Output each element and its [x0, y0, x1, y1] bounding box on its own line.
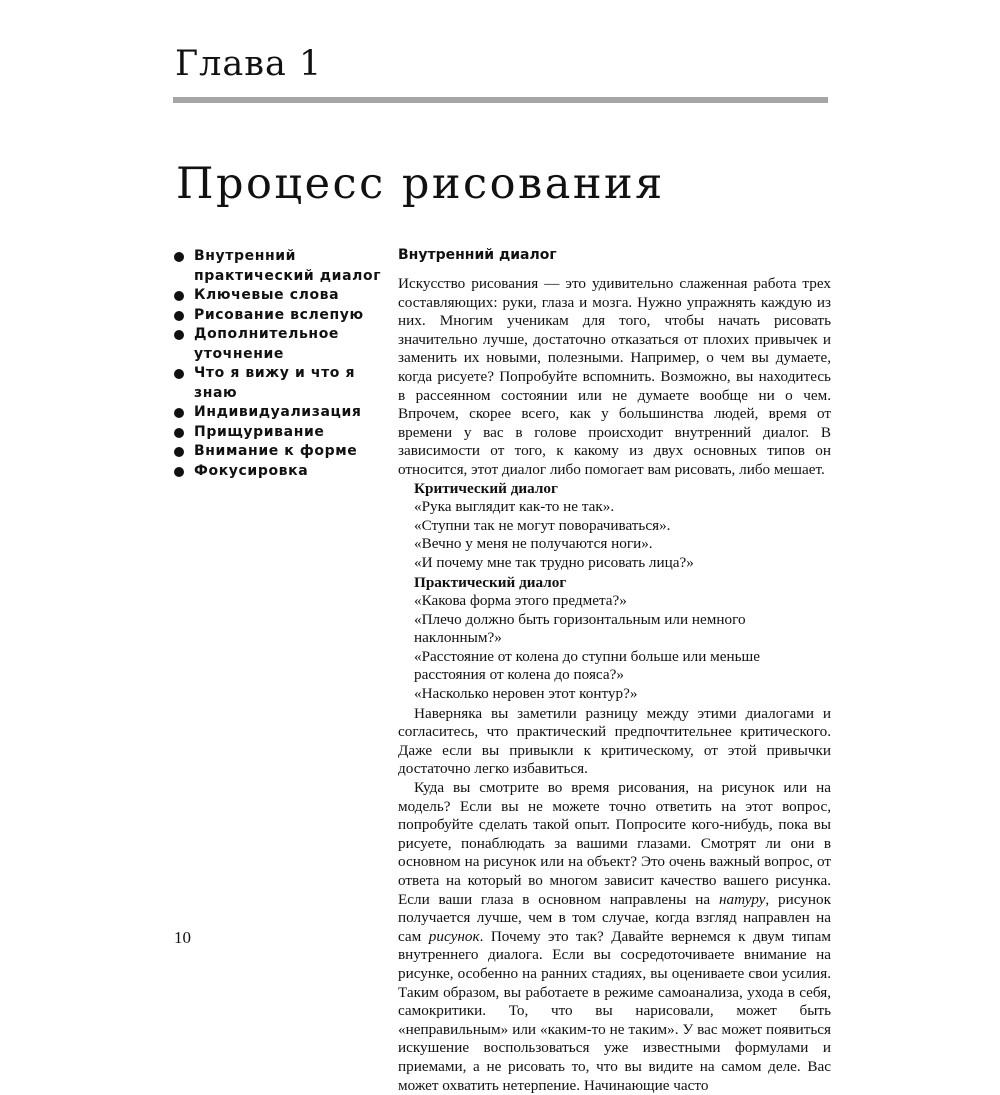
topic-label: Фокусировка [194, 462, 309, 479]
page-number: 10 [174, 928, 191, 947]
chapter-title: Процесс рисования [176, 159, 665, 209]
bullet-icon [174, 252, 184, 262]
topic-label: Прищуривание [194, 423, 325, 440]
bullet-icon [174, 330, 184, 340]
topic-item [173, 364, 388, 403]
bullet-icon [174, 467, 184, 477]
topic-label: Индивидуализация [194, 404, 362, 420]
practical-dialog-heading: Практический диалог [414, 573, 567, 591]
paragraph: Наверняка вы заметили разницу между этими диалогами и согласитесь, что практический предпочтительнее критического. Даже если вы привыкли к критическому, от этой привычки достаточно легко избавиться. [398, 704, 831, 778]
quote-line: «Расстояние от колена до ступни больше или меньше расстояния от колена до пояса?» [414, 647, 760, 684]
paragraph-text: . Почему это так? Давайте вернемся к двум типам внутреннего диалога. Если вы сосредоточиваете внимание на рисунке, особенно на ранних стадиях, вы оцениваете свои усилия. Таким образом, вы работаете в режиме самоанализа, ухода в себя, самокритики. То, что вы нарисовали, может быть «неправильным» или «каким-то не таким». У вас может появиться искушение воспользоваться уже известными формулами и приемами, а не рисовать то, что вы видите на самом деле. Вас может охватить нетерпение. Начинающие часто [398, 927, 831, 1094]
topic-item [173, 306, 388, 326]
bullet-icon [174, 291, 184, 301]
emphasis-text: рисунок [428, 927, 480, 945]
chapter-divider [173, 97, 828, 103]
topic-label: Что я вижу и что я знаю [194, 365, 356, 401]
section-heading: Внутренний диалог [398, 247, 557, 263]
topic-label: Внимание к форме [194, 443, 358, 459]
topic-item [173, 286, 388, 306]
topic-item [173, 442, 388, 462]
chapter-label: Глава 1 [175, 44, 323, 84]
chapter-topics-list [173, 247, 388, 481]
quote-line: «Вечно у меня не получаются ноги». [414, 535, 653, 553]
bullet-icon [174, 369, 184, 379]
quote-line: «И почему мне так трудно рисовать лица?» [414, 553, 694, 571]
quote-line: «Насколько неровен этот контур?» [414, 685, 638, 703]
topic-item [173, 462, 388, 482]
paragraph-text: Куда вы смотрите во время рисования, на рисунок или на модель? Если вы не можете точно ответить на этот вопрос, попробуйте сделать такой опыт. Попросите кого-нибудь, пока вы рисуете, понаблюдать за вашими глазами. Смотрят ли они в основном на рисунок или на объект? Это очень важный вопрос, от ответа на который во многом зависит качество вашего рисунка. Если ваши глаза в основном направлены на [398, 779, 831, 908]
paragraph [398, 779, 831, 1095]
intro-paragraph: Искусство рисования — это удивительно слаженная работа трех составляющих: руки, глаза и мозга. Нужно упражнять каждую из них. Многим ученикам для того, чтобы начать рисовать значительно лучше, достаточно отказаться от плохих привычек и заменить их новыми, полезными. Например, о чем вы думаете, когда рисуете? Попробуйте вспомнить. Возможно, вы находитесь в рассеянном состоянии или не думаете вообще ни о чем. Впрочем, скорее всего, как у большинства людей, время от времени у вас в голове происходит внутренний диалог. В зависимости от того, к какому из двух основных типов он относится, этот диалог либо помогает вам рисовать, либо мешает. [398, 275, 831, 478]
topic-item [173, 247, 388, 286]
bullet-icon [174, 311, 184, 321]
topic-label: Дополнительное уточнение [194, 326, 340, 362]
topic-label: Внутренний практический диалог [194, 248, 382, 284]
quote-line: «Плечо должно быть горизонтальным или немного наклонным?» [414, 610, 746, 647]
quote-line: «Рука выглядит как-то не так». [414, 498, 615, 516]
critical-dialog-block [414, 480, 831, 573]
topic-label: Ключевые слова [194, 287, 340, 303]
quote-line: «Ступни так не могут поворачиваться». [414, 516, 671, 534]
paragraph-text: , рисунок получается лучше, чем в том случае, когда взгляд направлен на сам [398, 890, 832, 945]
bullet-icon [174, 447, 184, 457]
emphasis-text: натуру [719, 890, 766, 908]
quote-line: «Какова форма этого предмета?» [414, 592, 627, 610]
topic-label: Рисование вслепую [194, 306, 364, 323]
bullet-icon [174, 408, 184, 418]
practical-dialog-block [414, 574, 831, 704]
bullet-icon [174, 428, 184, 438]
body-text [398, 246, 831, 1095]
critical-dialog-heading: Критический диалог [414, 479, 558, 497]
topic-item [173, 325, 388, 364]
topic-item [173, 423, 388, 443]
topic-item [173, 403, 388, 423]
